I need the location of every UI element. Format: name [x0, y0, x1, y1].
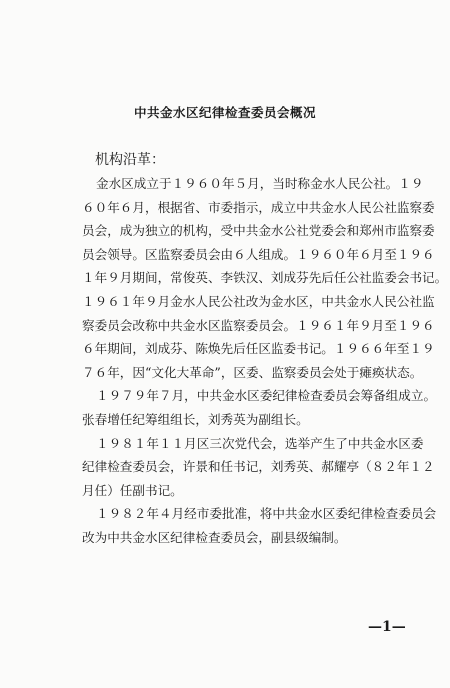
body-text: [82, 172, 448, 550]
text-line: ７６年，因“文化大革命”，区委、监察委员会处于瘫痪状态。: [82, 364, 423, 380]
text-line: 张春增任纪筹组组长，刘秀英为副组长。: [82, 411, 309, 427]
text-line: ６０年６月，根据省、市委指示，成立中共金水人民公社监察委: [82, 199, 435, 215]
text-line: 察委员会改称中共金水区监察委员会。１９６１年９月至１９６: [82, 317, 435, 333]
section-heading: 机构沿革：: [95, 152, 165, 168]
text-line: 金水区成立于１９６０年５月，当时称金水人民公社。１９: [96, 176, 424, 191]
text-line: １９８１年１１月区三次党代会，选举产生了中共金水区委: [96, 435, 424, 451]
text-line: 员会领导。区监察委员会由６人组成。１９６０年６月至１９６: [82, 246, 435, 262]
text-line: 月任）任副书记。: [82, 482, 183, 498]
text-line: 改为中共金水区纪律检查委员会，副县级编制。: [82, 529, 347, 545]
text-line: ６年期间，刘成芬、陈焕先后任区监委书记。１９６６年至１９: [82, 341, 435, 357]
text-line: １９７９年７月，中共金水区委纪律检查委员会筹备组成立。: [96, 388, 437, 404]
text-line: １９６１年９月金水人民公社改为金水区，中共金水人民公社监: [82, 293, 435, 309]
document-title: 中共金水区纪律检查委员会概况: [133, 105, 316, 120]
page-number: —1—: [368, 619, 406, 635]
text-line: 纪律检查委员会，许景和任书记，刘秀英、郝耀亭（８２年１２: [82, 459, 435, 475]
text-line: １９８２年４月经市委批准，将中共金水区委纪律检查委员会: [96, 506, 437, 522]
text-line: １年９月期间，常俊英、李铁汉、刘成芬先后任公社监委会书记。: [82, 270, 448, 286]
text-line: 员会，成为独立的机构，受中共金水公社党委会和郑州市监察委: [82, 223, 435, 239]
